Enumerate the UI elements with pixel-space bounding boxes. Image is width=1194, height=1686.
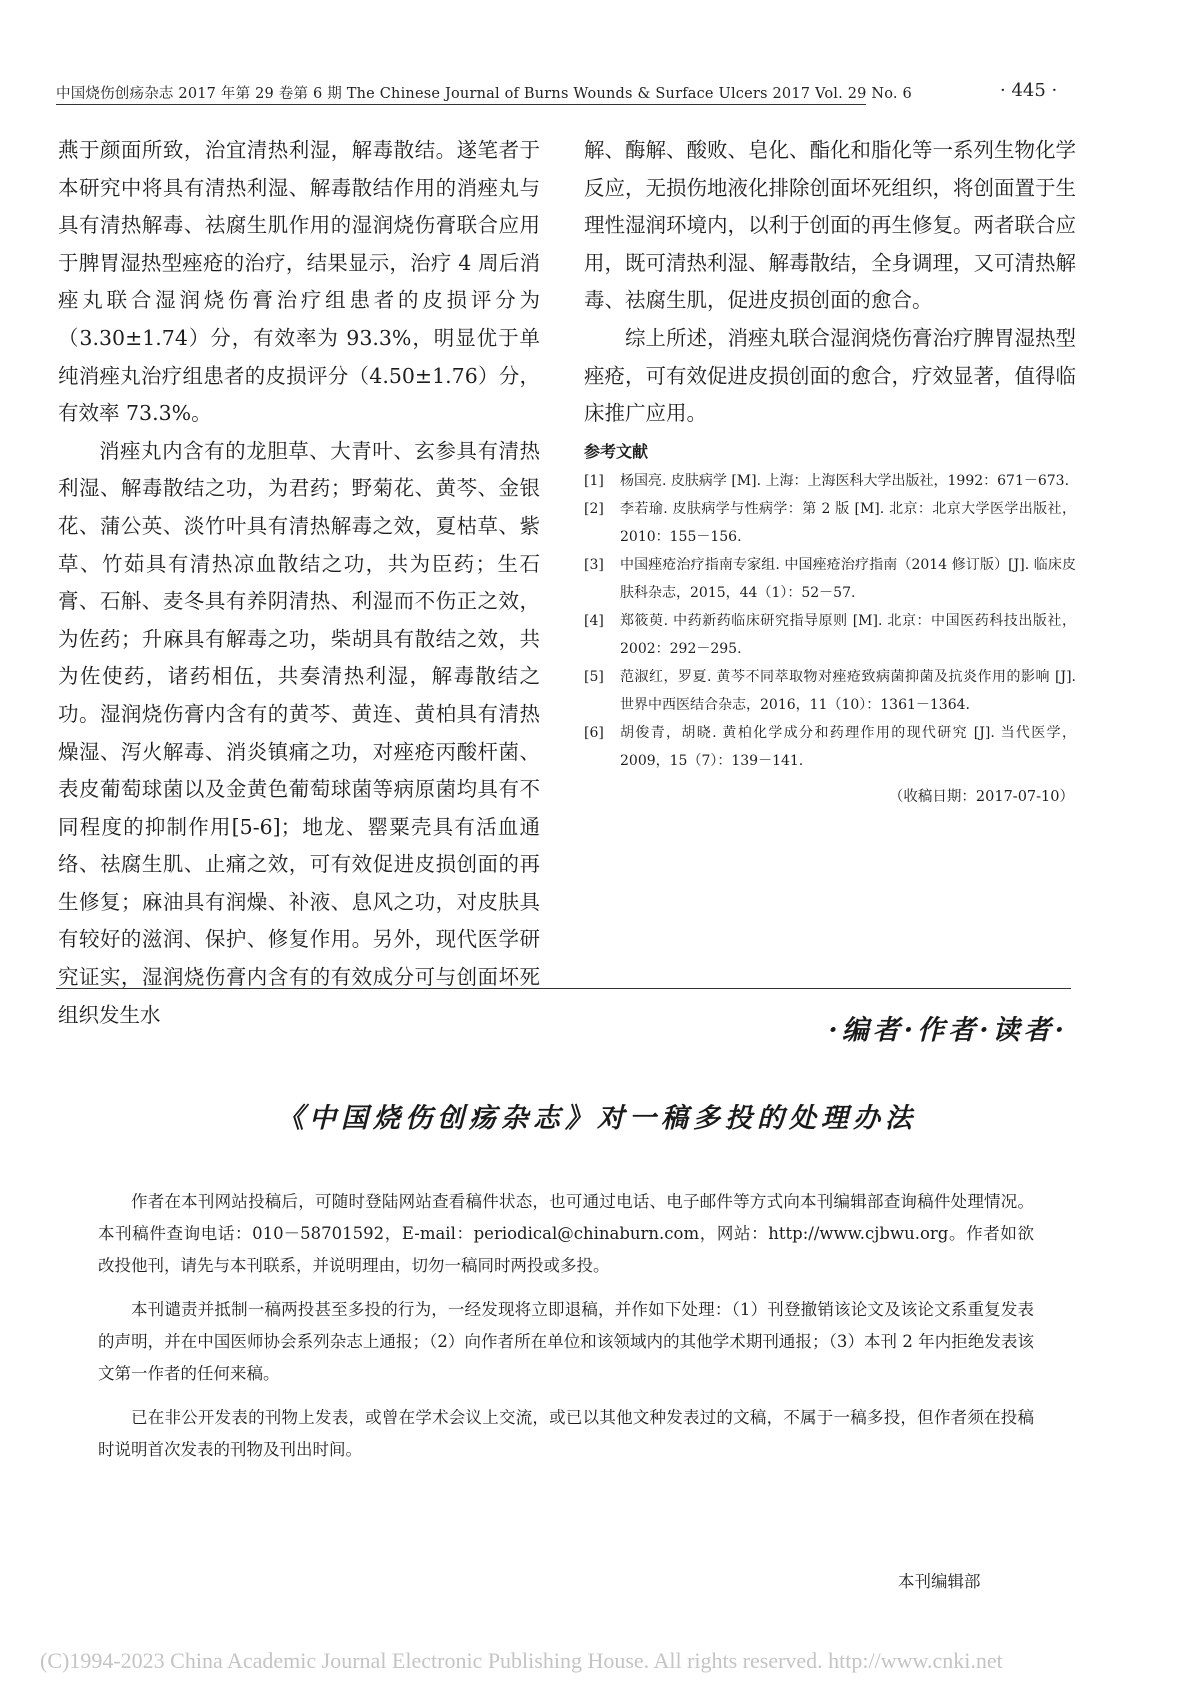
reference-item <box>584 719 1076 775</box>
page-number: · 445 · <box>1000 80 1058 101</box>
header-rule <box>56 104 866 105</box>
references-title: 参考文献 <box>584 441 649 461</box>
reference-number: [1] <box>584 472 604 489</box>
right-column <box>584 132 1076 811</box>
reference-text: 郑筱萸. 中药新药临床研究指导原则 [M]. 北京：中国医药科技出版社，2002：292－295. <box>620 612 1076 657</box>
received-date: （收稿日期：2017-07-10） <box>888 788 1074 805</box>
reference-item <box>584 551 1076 607</box>
body-paragraph: 综上所述，消痤丸联合湿润烧伤膏治疗脾胃湿热型痤疮，可有效促进皮损创面的愈合，疗效显著，值得临床推广应用。 <box>584 325 1076 426</box>
reference-item <box>584 495 1076 551</box>
reference-number: [2] <box>584 500 604 517</box>
notice-paragraph: 本刊谴责并抵制一稿两投甚至多投的行为，一经发现将立即退稿，并作如下处理：（1）刊登撤销该论文及该论文系重复发表的声明，并在中国医师协会系列杂志上通报；（2）向作者所在单位和该领域内的其他学术期刊通报；（3）本刊 2 年内拒绝发表该文第一作者的任何来稿。 <box>98 1300 1034 1383</box>
reference-number: [3] <box>584 556 604 573</box>
reference-item <box>584 467 1076 495</box>
notice-title: 《中国烧伤创疡杂志》对一稿多投的处理办法 <box>277 1103 917 1134</box>
reference-item <box>584 607 1076 663</box>
reference-text: 中国痤疮治疗指南专家组. 中国痤疮治疗指南（2014 修订版）[J]. 临床皮肤科杂志，2015，44（1）：52－57. <box>620 556 1076 601</box>
notice-signature: 本刊编辑部 <box>898 1572 981 1591</box>
reference-text: 胡俊青，胡晓. 黄柏化学成分和药理作用的现代研究 [J]. 当代医学，2009，15（7）：139－141. <box>620 724 1076 769</box>
notice-paragraph: 已在非公开发表的刊物上发表，或曾在学术会议上交流，或已以其他文种发表过的文稿，不属于一稿多投，但作者须在投稿时说明首次发表的刊物及刊出时间。 <box>98 1408 1034 1459</box>
references-list <box>584 467 1076 775</box>
reference-number: [6] <box>584 724 604 741</box>
left-column <box>58 132 540 1034</box>
body-paragraph: 解、酶解、酸败、皂化、酯化和脂化等一系列生物化学反应，无损伤地液化排除创面坏死组织，将创面置于生理性湿润环境内，以利于创面的再生修复。两者联合应用，既可清热利湿、解毒散结，全身调理，又可清热解毒、祛腐生肌，促进皮损创面的愈合。 <box>584 138 1076 313</box>
section-tag: ·编者·作者·读者· <box>828 1015 1068 1046</box>
notice-paragraph: 作者在本刊网站投稿后，可随时登陆网站查看稿件状态，也可通过电话、电子邮件等方式向本刊编辑部查询稿件处理情况。本刊稿件查询电话：010－58701592，E-mail：periodical@chinaburn.com，网站：http://www.cjbwu.org。作者如欲改投他刊，请先与本刊联系，并说明理由，切勿一稿同时两投或多投。 <box>98 1192 1034 1275</box>
body-paragraph: 燕于颜面所致，治宜清热利湿，解毒散结。遂笔者于本研究中将具有清热利湿、解毒散结作用的消痤丸与具有清热解毒、祛腐生肌作用的湿润烧伤膏联合应用于脾胃湿热型痤疮的治疗，结果显示，治疗 4 周后消痤丸联合湿润烧伤膏治疗组患者的皮损评分为（3.30±1.74）分，有效率为 93.3%，明显优于单纯消痤丸治疗组患者的皮损评分（4.50±1.76）分，有效率 73.3%。 <box>58 138 540 426</box>
reference-text: 李若瑜. 皮肤病学与性病学：第 2 版 [M]. 北京：北京大学医学出版社，2010：155－156. <box>620 500 1076 545</box>
reference-number: [5] <box>584 668 604 685</box>
running-header: 中国烧伤创疡杂志 2017 年第 29 卷第 6 期 The Chinese Journal of Burns Wounds & Surface Ulcers 2017 Vol. 29 No. 6 <box>56 86 912 102</box>
section-divider <box>56 988 1071 989</box>
body-paragraph: 消痤丸内含有的龙胆草、大青叶、玄参具有清热利湿、解毒散结之功，为君药；野菊花、黄芩、金银花、蒲公英、淡竹叶具有清热解毒之效，夏枯草、紫草、竹茹具有清热凉血散结之功，共为臣药；生石膏、石斛、麦冬具有养阴清热、利湿而不伤正之效，为佐药；升麻具有解毒之功，柴胡具有散结之效，共为佐使药，诸药相伍，共奏清热利湿，解毒散结之功。湿润烧伤膏内含有的黄芩、黄连、黄柏具有清热燥湿、泻火解毒、消炎镇痛之功，对痤疮丙酸杆菌、表皮葡萄球菌以及金黄色葡萄球菌等病原菌均具有不同程度的抑制作用[5-6]；地龙、罂粟壳具有活血通络、祛腐生肌、止痛之效，可有效促进皮损创面的再生修复；麻油具有润燥、补液、息风之功，对皮肤具有较好的滋润、保护、修复作用。另外，现代医学研究证实，湿润烧伤膏内含有的有效成分可与创面坏死组织发生水 <box>58 438 540 1027</box>
copyright-watermark: (C)1994-2023 China Academic Journal Electronic Publishing House. All rights reserved. http://www.cnki.net <box>40 1648 1003 1673</box>
notice-body <box>98 1186 1034 1478</box>
reference-text: 杨国亮. 皮肤病学 [M]. 上海：上海医科大学出版社，1992：671－673. <box>620 472 1070 489</box>
reference-text: 范淑红，罗夏. 黄芩不同萃取物对痤疮致病菌抑菌及抗炎作用的影响 [J]. 世界中西医结合杂志，2016，11（10）：1361－1364. <box>620 668 1076 713</box>
reference-number: [4] <box>584 612 604 629</box>
reference-item <box>584 663 1076 719</box>
